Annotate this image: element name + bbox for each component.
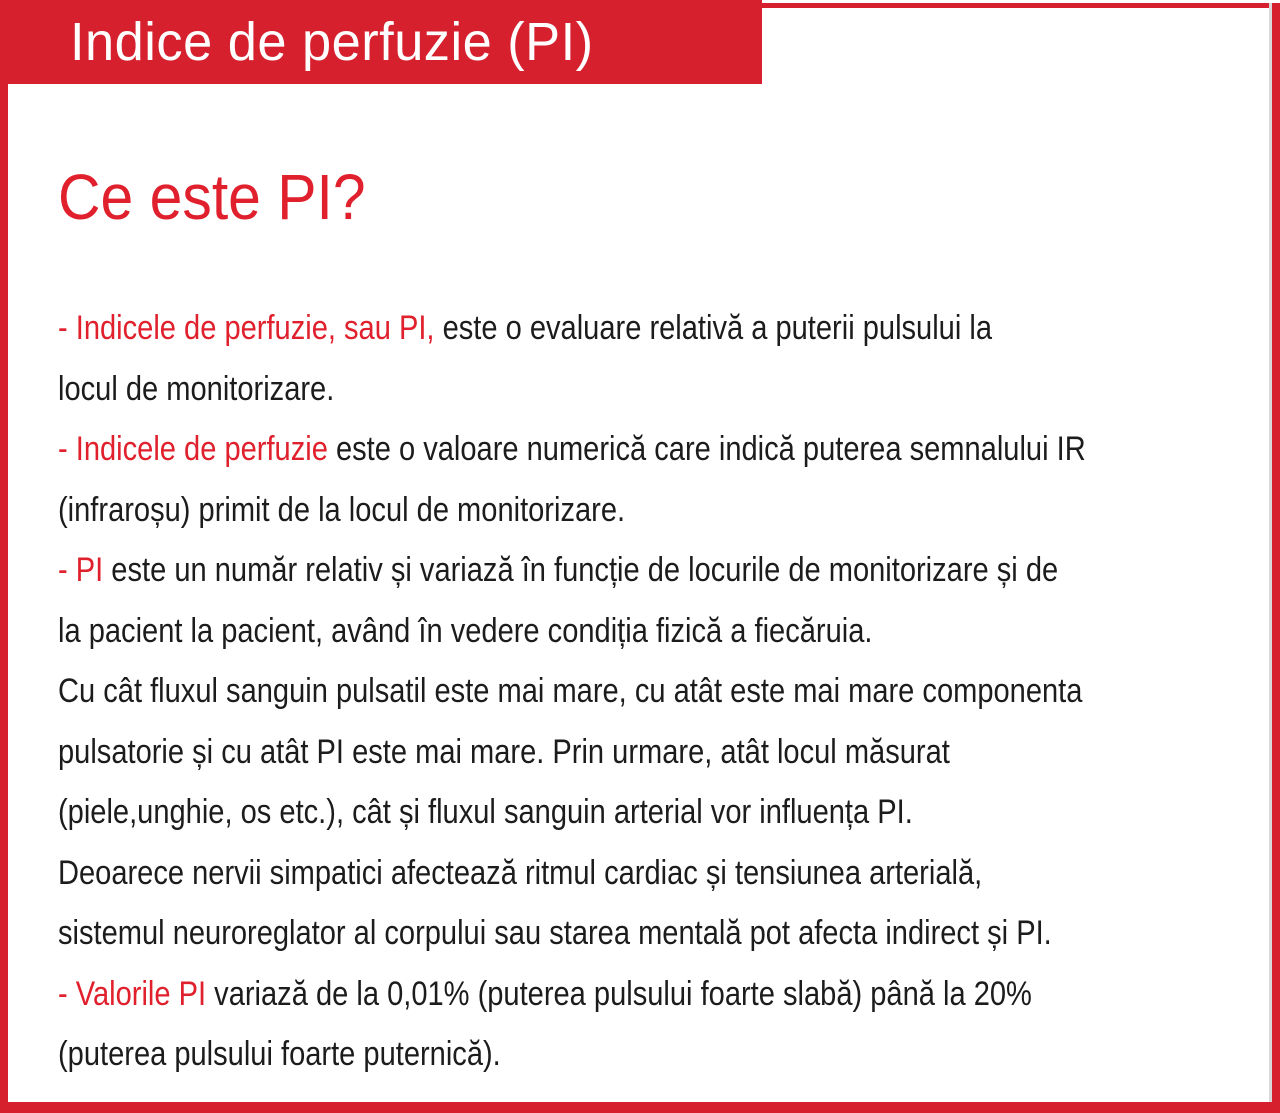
- text-line: [58, 843, 1093, 904]
- page-title: Indice de perfuzie (PI): [70, 12, 594, 72]
- text-line: [58, 540, 1093, 601]
- red-emphasis-text: - Valorile PI: [58, 974, 215, 1013]
- text-line: [58, 601, 1093, 662]
- body-text: [58, 298, 1268, 1085]
- body-run: variază de la 0,01% (puterea pulsului foarte slabă) până la 20%: [214, 974, 1032, 1013]
- top-border-line: [762, 3, 1280, 8]
- body-run: (piele,unghie, os etc.), cât și fluxul sanguin arterial vor influența PI.: [58, 793, 913, 831]
- body-run: este o evaluare relativă a puterii pulsului la: [442, 309, 993, 347]
- body-run: este un număr relativ și variază în funcție de locurile de monitorizare și de: [111, 551, 1059, 589]
- left-border: [0, 84, 8, 1113]
- text-line: [58, 480, 1093, 541]
- section-heading: Ce este PI?: [58, 161, 366, 233]
- red-emphasis-text: - Indicele de perfuzie: [58, 430, 336, 468]
- body-run: Cu cât fluxul sanguin pulsatil este mai mare, cu atât este mai mare componenta: [58, 672, 1083, 710]
- red-emphasis-text: - PI: [58, 551, 112, 589]
- text-line: [58, 661, 1093, 722]
- body-run: locul de monitorizare.: [58, 369, 335, 408]
- body-run: (puterea pulsului foarte puternică).: [58, 1035, 501, 1073]
- body-run: sistemul neuroreglator al corpului sau starea mentală pot afecta indirect și PI.: [58, 914, 1052, 952]
- right-border: [1272, 3, 1280, 1113]
- text-line: [58, 964, 1093, 1025]
- text-line: [58, 782, 1093, 843]
- text-line: [58, 903, 1093, 964]
- body-run: pulsatorie și cu atât PI este mai mare. Prin urmare, atât locul măsurat: [58, 732, 950, 771]
- body-run: Deoarece nervii simpatici afectează ritmul cardiac și tensiunea arterială,: [58, 853, 983, 892]
- body-run: este o valoare numerică care indică puterea semnalului IR: [335, 430, 1086, 468]
- text-line: [58, 722, 1093, 783]
- text-line: [58, 419, 1093, 480]
- body-run: (infraroșu) primit de la locul de monitorizare.: [58, 490, 626, 529]
- text-line: [58, 298, 1093, 359]
- red-emphasis-text: - Indicele de perfuzie, sau PI,: [58, 309, 443, 347]
- text-line: [58, 1024, 1093, 1085]
- title-banner: [0, 0, 762, 84]
- text-line: [58, 359, 1093, 420]
- body-run: la pacient la pacient, având în vedere condiția fizică a fiecăruia.: [58, 611, 873, 650]
- bottom-border-bar: [0, 1102, 1280, 1113]
